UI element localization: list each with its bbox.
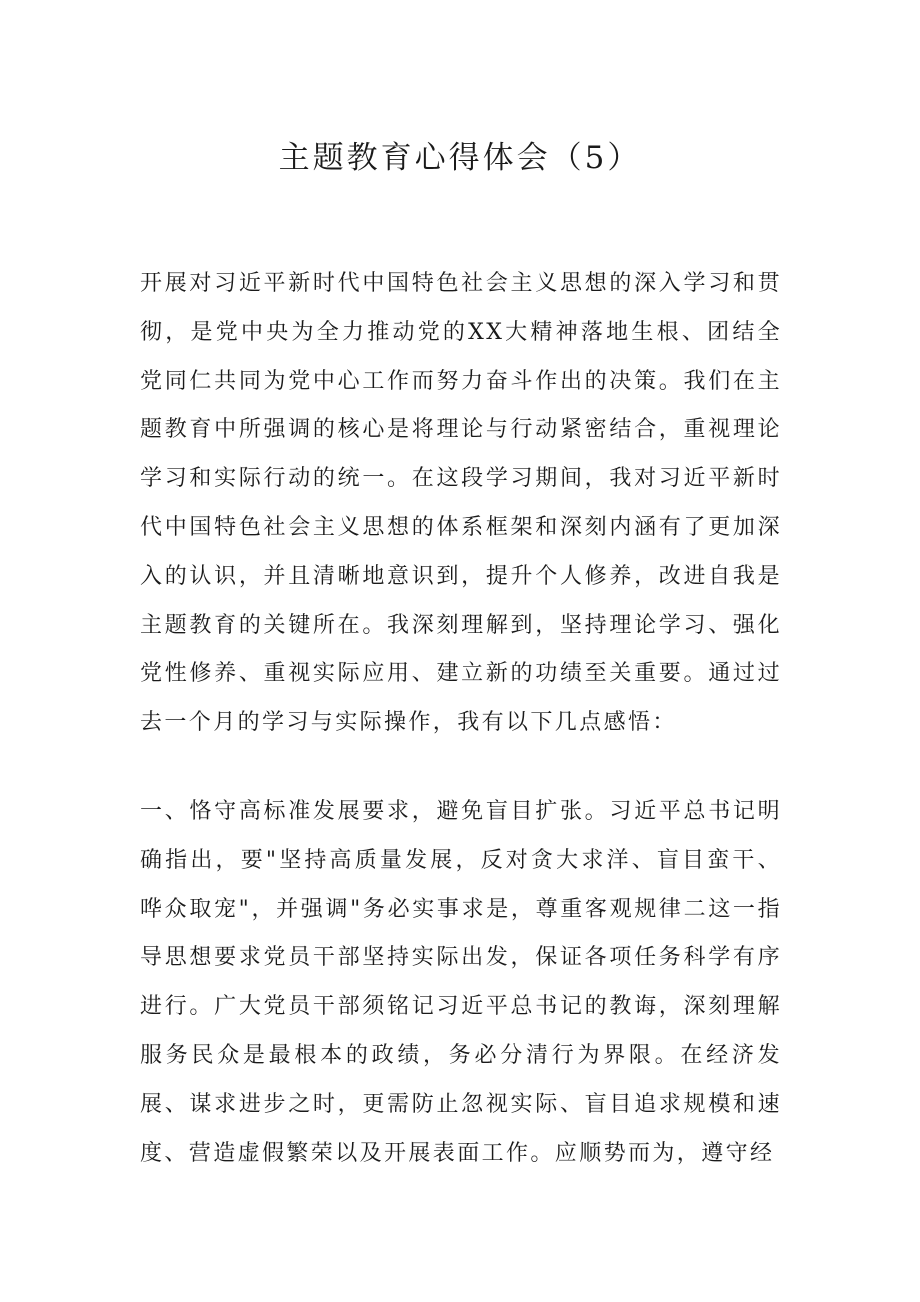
document-title: 主题教育心得体会（5） xyxy=(278,140,642,176)
intro-paragraph: 开展对习近平新时代中国特色社会主义思想的深入学习和贯彻，是党中央为全力推动党的XX大精神落地生根、团结全党同仁共同为党中心工作而努力奋斗作出的决策。我们在主题教育中所强调的核心是将理论与行动紧密结合，重视理论学习和实际行动的统一。在这段学习期间，我对习近平新时代中国特色社会主义思想的体系框架和深刻内涵有了更加深入的认识，并且清晰地意识到，提升个人修养，改进自我是主题教育的关键所在。我深刻理解到，坚持理论学习、强化党性修养、重视实际应用、建立新的功绩至关重要。通过过去一个月的学习与实际操作，我有以下几点感悟： xyxy=(140,271,782,736)
section-one-paragraph: 一、恪守高标准发展要求，避免盲目扩张。习近平总书记明确指出，要"坚持高质量发展，反对贪大求洋、盲目蛮干、哗众取宠"，并强调"务必实事求是，尊重客观规律二这一指导思想要求党员干部坚持实际出发，保证各项任务科学有序进行。广大党员干部须铭记习近平总书记的教诲，深刻理解服务民众是最根本的政绩，务必分清行为界限。在经济发展、谋求进步之时，更需防止忽视实际、盲目追求规模和速度、营造虚假繁荣以及开展表面工作。应顺势而为，遵守经 xyxy=(140,799,782,1166)
